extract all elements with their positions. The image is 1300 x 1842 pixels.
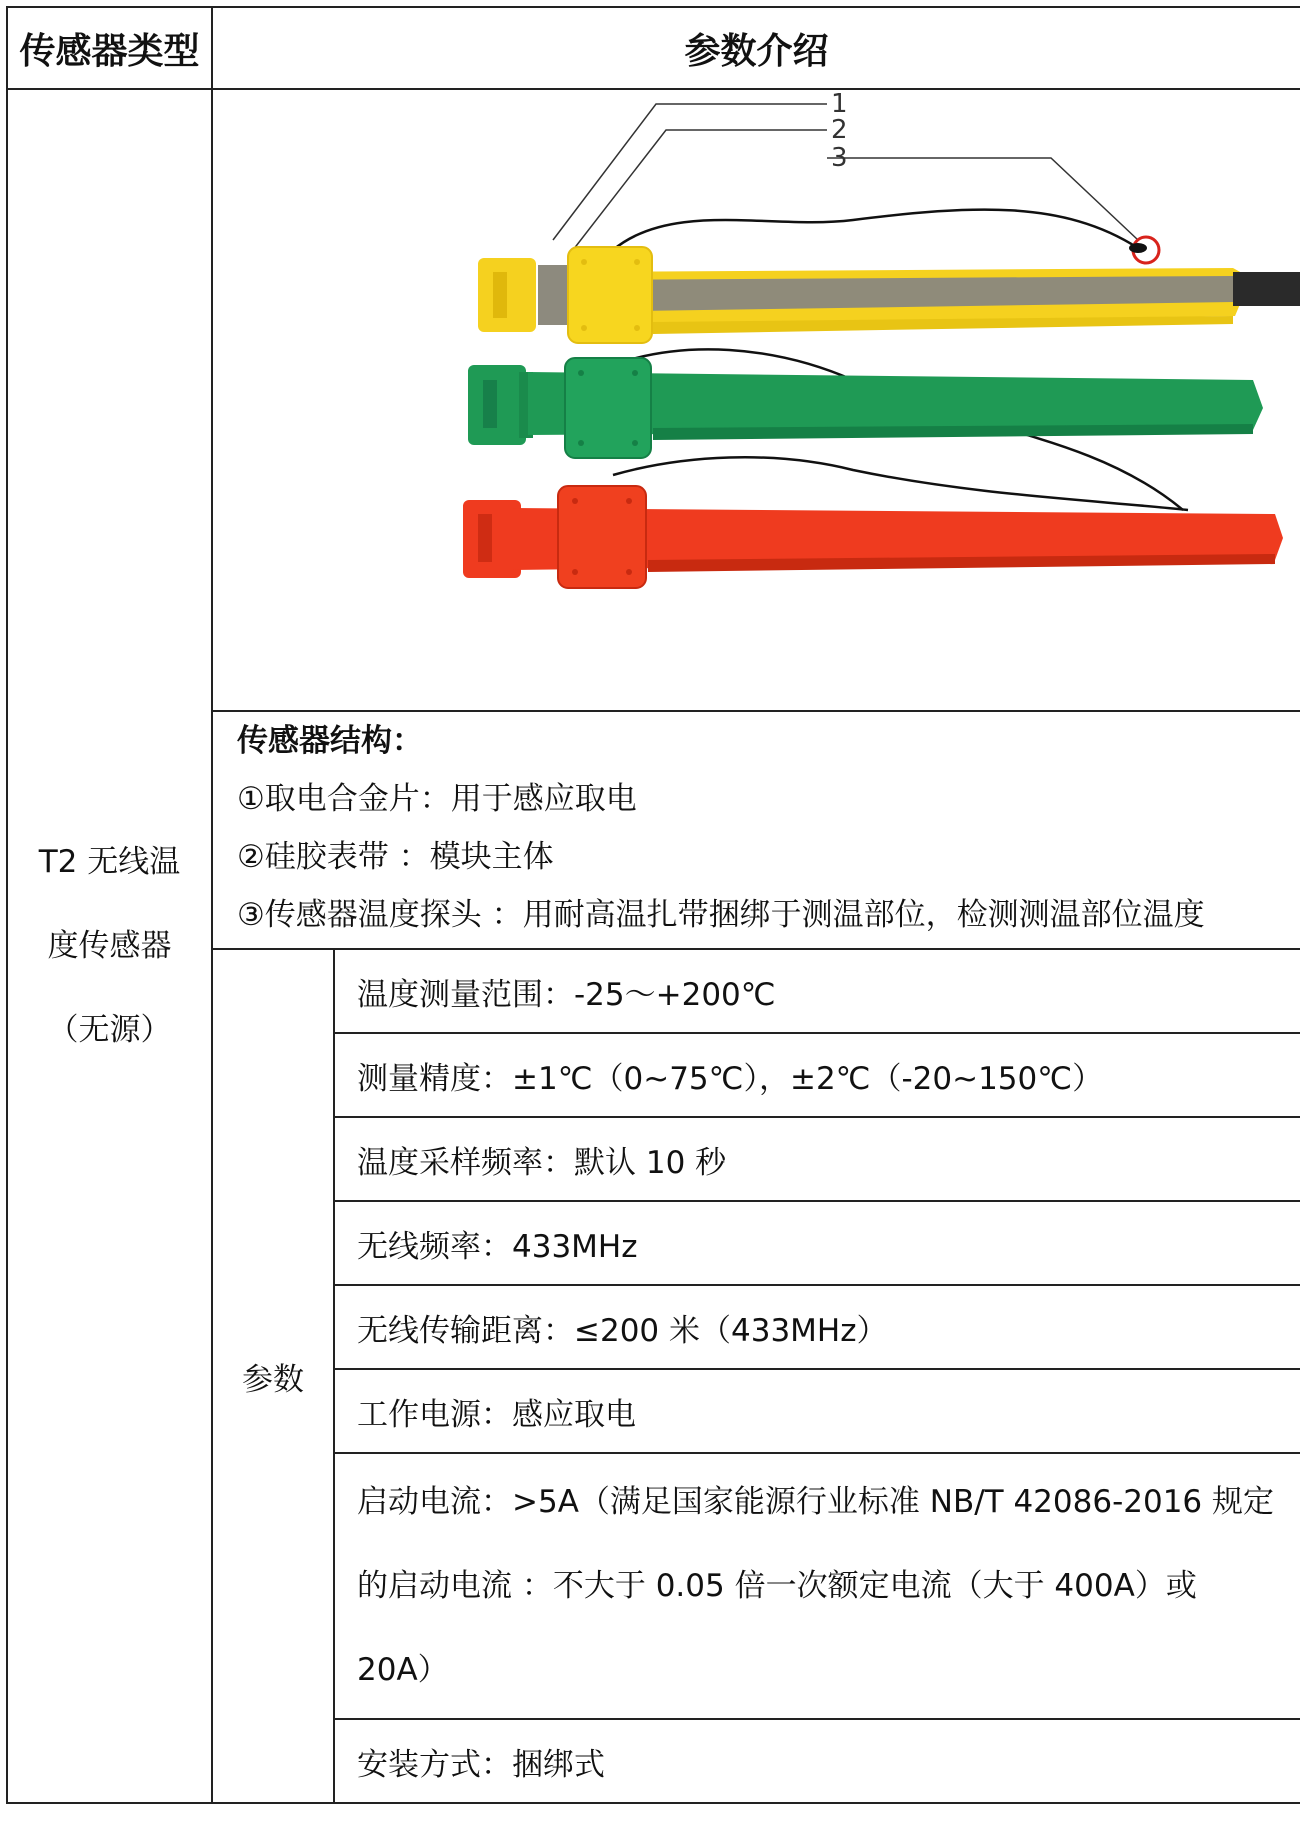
param-row: 无线传输距离：≤200 米（433MHz）	[334, 1285, 1300, 1369]
callout-3-label: 3	[831, 143, 848, 173]
yellow-strap	[478, 247, 1300, 343]
structure-item-3: ③传感器温度探头 ：用耐高温扎带捆绑于测温部位，检测测温部位温度	[237, 897, 1205, 933]
param-row: 安装方式：捆绑式	[334, 1719, 1300, 1803]
sensor-photo	[213, 90, 1300, 710]
params-label: 参数	[212, 949, 334, 1803]
callout-1-label: 1	[831, 90, 848, 119]
param-row: 无线频率：433MHz	[334, 1201, 1300, 1285]
callout-2-label: 2	[831, 115, 848, 145]
probe-tip	[1129, 243, 1147, 253]
structure-cell	[212, 711, 1300, 949]
sensor-photo-cell	[212, 89, 1300, 711]
param-row: 启动电流：>5A（满足国家能源行业标准 NB/T 42086-2016 规定的启动电流 ：不大于 0.05 倍一次额定电流（大于 400A）或 20A）	[334, 1453, 1300, 1719]
param-row: 温度测量范围：-25～+200℃	[334, 949, 1300, 1033]
param-row: 测量精度：±1℃（0~75℃），±2℃（-20~150℃）	[334, 1033, 1300, 1117]
param-row: 温度采样频率：默认 10 秒	[334, 1117, 1300, 1201]
probe-wires	[613, 210, 1188, 510]
header-parameters: 参数介绍	[212, 7, 1300, 89]
param-row: 工作电源：感应取电	[334, 1369, 1300, 1453]
structure-item-1: ①取电合金片：用于感应取电	[237, 781, 637, 817]
structure-title: 传感器结构：	[237, 723, 423, 759]
structure-item-2: ②硅胶表带 ：模块主体	[237, 839, 554, 875]
sensor-spec-table	[6, 6, 1300, 1804]
green-strap	[468, 358, 1263, 458]
red-strap	[463, 486, 1283, 588]
header-sensor-type: 传感器类型	[7, 7, 212, 89]
sensor-type-cell: T2 无线温度传感器（无源）	[7, 89, 212, 1803]
